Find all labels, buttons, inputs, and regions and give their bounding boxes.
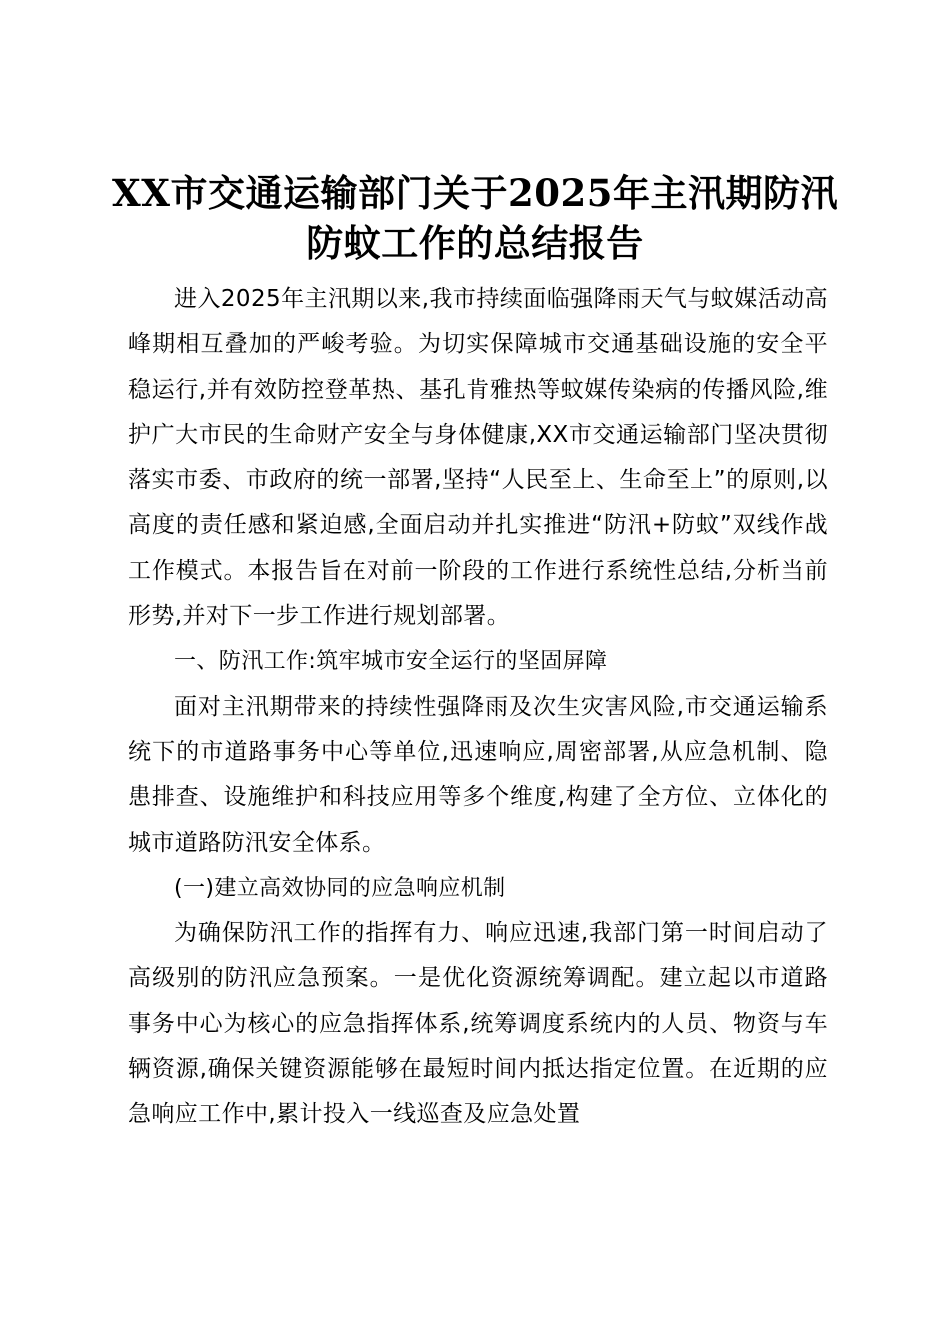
subsection-heading-emergency-mechanism: (一)建立高效协同的应急响应机制 [174, 875, 506, 901]
section-paragraph-flood-control: 面对主汛期带来的持续性强降雨及次生灾害风险,市交通运输系统下的市道路事务中心等单位,迅速响应,周密部署,从应急机制、隐患排查、设施维护和科技应用等多个维度,构建了全方位、立体化的城市道路防汛安全体系。 [128, 693, 828, 856]
section-heading-flood-control: 一、防汛工作:筑牢城市安全运行的坚固屏障 [174, 649, 608, 675]
document-title: XX市交通运输部门关于2025年主汛期防汛防蚊工作的总结报告 [112, 171, 838, 265]
intro-paragraph: 进入2025年主汛期以来,我市持续面临强降雨天气与蚊媒活动高峰期相互叠加的严峻考验。为切实保障城市交通基础设施的安全平稳运行,并有效防控登革热、基孔肯雅热等蚊媒传染病的传播风险,维护广大市民的生命财产安全与身体健康,XX市交通运输部门坚决贯彻落实市委、市政府的统一部署,坚持“人民至上、生命至上”的原则,以高度的责任感和紧迫感,全面启动并扎实推进“防汛+防蚊”双线作战工作模式。本报告旨在对前一阶段的工作进行系统性总结,分析当前形势,并对下一步工作进行规划部署。 [128, 286, 828, 630]
subsection-paragraph-emergency-mechanism: 为确保防汛工作的指挥有力、响应迅速,我部门第一时间启动了高级别的防汛应急预案。一是优化资源统筹调配。建立起以市道路事务中心为核心的应急指挥体系,统筹调度系统内的人员、物资与车辆资源,确保关键资源能够在最短时间内抵达指定位置。在近期的应急响应工作中,累计投入一线巡查及应急处置 [128, 920, 828, 1128]
document-body [128, 277, 828, 1138]
